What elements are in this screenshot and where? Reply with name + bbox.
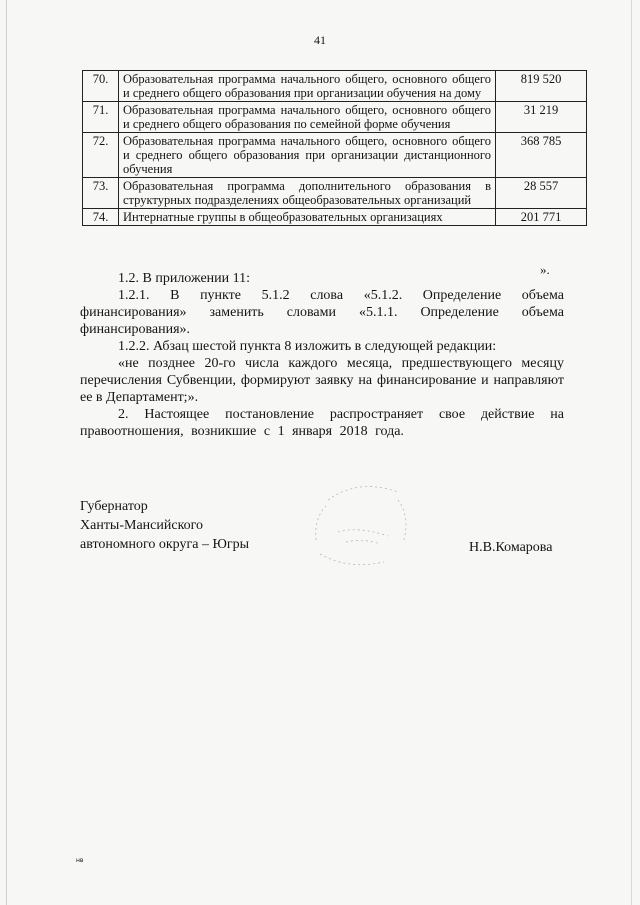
row-number: 71. [83, 102, 119, 133]
official-stamp-icon [298, 470, 428, 590]
amendment-text [80, 270, 564, 440]
paragraph-item-1-2-1: 1.2.1. В пункте 5.1.2 слова «5.1.2. Определение объема финансирования» заменить словами «5.1.1. Определение объема финансирования». [80, 288, 564, 337]
signatory-title-line-1: Губернатор [80, 499, 148, 514]
row-value: 819 520 [496, 71, 587, 102]
page-number: 41 [314, 33, 326, 47]
row-number: 74. [83, 209, 119, 226]
table-row [83, 133, 587, 178]
row-number: 73. [83, 178, 119, 209]
paragraph-item-1-2-2: 1.2.2. Абзац шестой пункта 8 изложить в следующей редакции: [118, 339, 497, 354]
row-value: 368 785 [496, 133, 587, 178]
table-row [83, 102, 587, 133]
row-number: 70. [83, 71, 119, 102]
row-description: Интернатные группы в общеобразовательных организациях [119, 209, 496, 226]
row-description: Образовательная программа начального общего, основного общего и среднего общего образования при организации дистанционного обучения [119, 133, 496, 178]
scan-edge-right [631, 0, 632, 905]
signature-block [80, 497, 249, 554]
paragraph-quoted-text: «не позднее 20-го числа каждого месяца, предшествующего месяцу перечисления Субвенции, формируют заявку на финансирование и направляют ее в Департамент;». [80, 356, 564, 405]
signatory-title-line-3: автономного округа – Югры [80, 537, 249, 552]
closing-quote: ». [540, 262, 550, 277]
table-row [83, 209, 587, 226]
footer-mark: нв [76, 857, 84, 864]
table-row [83, 178, 587, 209]
paragraph-item-2: 2. Настоящее постановление распространяет свое действие на правоотношения, возникшие с 1 января 2018 года. [80, 407, 564, 439]
row-description: Образовательная программа дополнительного образования в структурных подразделениях общеобразовательных организаций [119, 178, 496, 209]
scan-edge-left [6, 0, 7, 905]
paragraph-appendix: 1.2. В приложении 11: [118, 271, 251, 286]
table-row [83, 71, 587, 102]
budget-table [82, 70, 587, 226]
row-value: 201 771 [496, 209, 587, 226]
row-value: 28 557 [496, 178, 587, 209]
row-description: Образовательная программа начального общего, основного общего и среднего общего образования по семейной форме обучения [119, 102, 496, 133]
signatory-title-line-2: Ханты-Мансийского [80, 518, 204, 533]
row-description: Образовательная программа начального общего, основного общего и среднего общего образования при организации обучения на дому [119, 71, 496, 102]
row-value: 31 219 [496, 102, 587, 133]
signatory-name: Н.В.Комарова [469, 540, 553, 555]
row-number: 72. [83, 133, 119, 178]
